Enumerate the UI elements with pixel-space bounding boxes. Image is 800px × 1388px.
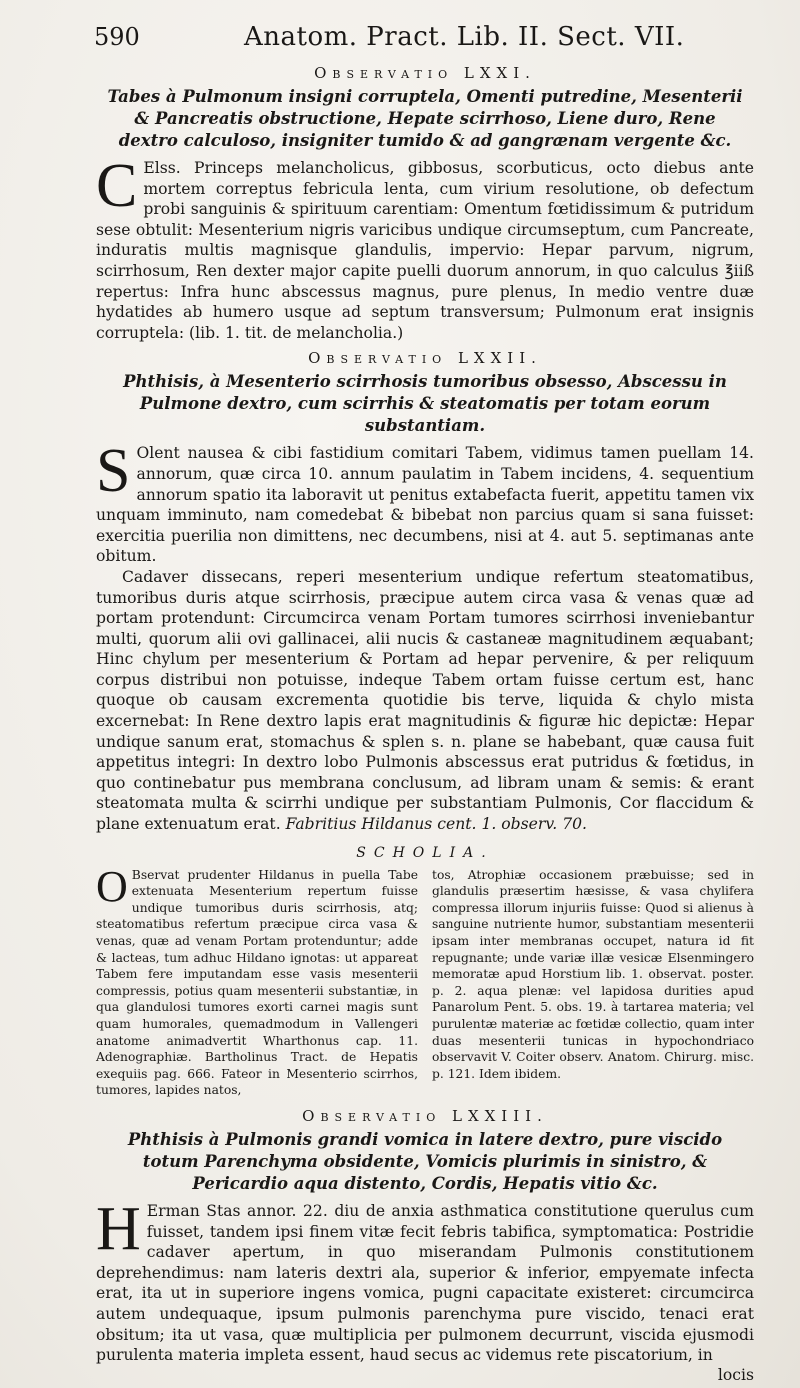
scholia-column-left: [96, 861, 418, 1099]
catchword: locis: [717, 1365, 754, 1384]
observation-text: [96, 437, 754, 567]
observation-body: Cadaver dissecans, reperi mesenterium undique refertum steatomatibus, tumoribus duris atque scirrhosis, præcipue autem circa vasa & venas quæ ad portam protendunt: Circumcirca venam Portam tumores scirrhosi inveniebantur multi, quorum alii ovi gallinacei, alii nucis & castaneæ magnitudinem æquabant; Hinc chylum per mesenterium & Portam ad hepar pervenire, & per reliquum corpus distribui non potuisse, indeque Tabem ortam fuisse certum est, hanc quoque ob causam excrementa quotidie bis terve, liquida & chylo mista excernebat: In Rene dextro lapis erat magnitudinis & figuræ hic depictæ: Hepar undique sanum erat, stomachus & splen s. n. plane se habebant, quæ causa fuit appetitus integri: In dextro lobo Pulmonis abscessus erat putridus & fœtidus, in quo continebatur pus membrana conclusum, ad libram unam & semis: & erant steatomata multa & scirrhi undique per substantiam Pulmonis, Cor flaccidum & plane extenuatum erat.: [96, 567, 754, 834]
observation-subtitle: Phthisis, à Mesenterio scirrhosis tumoribus obsesso, Abscessu in Pulmone dextro, cum scirrhis & steatomatis per totam eorum substantiam.: [123, 372, 727, 436]
running-head: Anatom. Pract. Lib. II. Sect. VII.: [244, 22, 685, 52]
drop-cap: O: [96, 861, 128, 911]
observation-text-2: [96, 567, 754, 835]
citation: Fabritius Hildanus cent. 1. observ. 70.: [285, 815, 588, 834]
scholia-text: tos, Atrophiæ occasionem præbuisse; sed in glandulis præsertim hæsisse, & vasa chylifera compressa illorum injuriis fuisse: Quod si alienus à sanguine nutriente humor, substantiam mesenterii ipsam inter membranas occupet, natura id fit repugnante; unde variæ illæ vesicæ Elsenmingero memoratæ apud Horstium lib. 1. observat. poster. p. 2. aqua plenæ: vel lapidosa durities apud Panarolum Pent. 5. obs. 19. à tartarea materia; vel purulentæ materiæ ac fœtidæ collectio, quam inter duas mesenterii tunicas in hypochondriaco observavit V. Coiter observ. Anatom. Chirurg. misc. p. 121. Idem ibidem.: [432, 867, 754, 1081]
observation-title: Observatio LXXIII.: [302, 1106, 548, 1125]
observation-body: Erman Stas annor. 22. diu de anxia asthmatica constitutione querulus cum fuisset, tandem ipsi finem vitæ fecit febris tabifica, symptomatica: Postridie cadaver apertum, in quo miserandam Pulmonis constitutionem deprehendimus: nam lateris dextri ala, superior & inferior, empyemate infecta erat, ita ut in superiore ingens vomica, pugni capacitate existeret: circumcirca autem undequaque, ipsum pulmonis parenchyma pure viscido, tenaci erat obsitum; ita ut vasa, quæ multiplicia per pulmonem decurrunt, viscida ejusmodi purulenta materia impleta essent, haud secus ac videmus rete piscatorium, in: [96, 1201, 754, 1365]
page-header: [96, 22, 754, 60]
observation-body: Olent nausea & cibi fastidium comitari Tabem, vidimus tamen puellam 14. annorum, quæ circa 10. annum paulatim in Tabem incidens, 4. sequentium annorum spatio ita laboravit ut penitus extabefacta fuerit, appetitu tamen vix unquam imminuto, nam comedebat & bibebat non parcius quam si sana fuisset: exercitia puerilia non dimittens, nec decumbens, nisi at 4. aut 5. septimanas ante obitum.: [96, 444, 754, 566]
page-number: 590: [94, 23, 140, 51]
drop-cap: H: [96, 1194, 141, 1263]
scholia-columns: [96, 861, 754, 1099]
observation-text: [96, 152, 754, 343]
observation-title: Observatio LXXI.: [314, 64, 536, 82]
observation-body: Elss. Princeps melancholicus, gibbosus, scorbuticus, octo diebus ante mortem correptus febricula lenta, cum virium resolutione, ob defectum probi sanguinis & spirituum carentiam: Omentum fœtidissimum & putridum sese obtulit: Mesenterium nigris varicibus undique circumseptum, cum Pancreate, induratis multis magnisque glandulis, impervio: Hepar parvum, nigrum, scirrhosum, Ren dexter major capite puelli duorum annorum, in quo calculus ℥iiß repertus: Infra hunc abscessus magnus, pure plenus, In medio ventre duæ hydatides ab humero usque ad septum transversum; Pulmonum erat insignis corruptela: (lib. 1. tit. de melancholia.): [96, 159, 754, 342]
scholia-title: SCHOLIA.: [356, 844, 494, 861]
observation-title: Observatio LXXII.: [308, 349, 542, 368]
observation-72: [96, 349, 754, 834]
scholia-section: [96, 845, 754, 1099]
observation-71: [96, 64, 754, 343]
observation-subtitle: Phthisis à Pulmonis grandi vomica in latere dextro, pure viscido totum Parenchyma obsidente, Vomicis plurimis in sinistro, & Pericardio aqua distento, Cordis, Hepatis vitio &c.: [127, 1129, 723, 1193]
drop-cap: C: [96, 152, 138, 220]
drop-cap: S: [96, 437, 131, 506]
scholia-text: Bservat prudenter Hildanus in puella Tabe extenuata Mesenterium repertum fuisse undique tumoribus duris scirrhosis, atq; steatomatibus refertum præcipue circa vasa & venas, quæ ad venam Portam protenduntur; adde & lacteas, tum adhuc Hildano ignotas: ut appareat Tabem fere imputandam esse vasis mesenterii compressis, potius quam mesenterii substantiæ, in qua glandulosi tumores exorti carnei magis sunt quam humorales, quemadmodum in Vallengeri anatome animadvertit Wharthonus cap. 11. Adenographiæ. Bartholinus Tract. de Hepatis exequiis pag. 666. Fateor in Mesenterio scirrhos, tumores, lapides natos,: [96, 867, 418, 1098]
observation-73: [96, 1107, 754, 1384]
observation-subtitle: Tabes à Pulmonum insigni corruptela, Omenti putredine, Mesenterii & Pancreatis obstructione, Hepate scirrhoso, Liene duro, Rene dextro calculoso, insigniter tumido & ad gangrænam vergente &c.: [107, 87, 743, 150]
scholia-column-right: [432, 867, 754, 1099]
observation-text: [96, 1194, 754, 1366]
